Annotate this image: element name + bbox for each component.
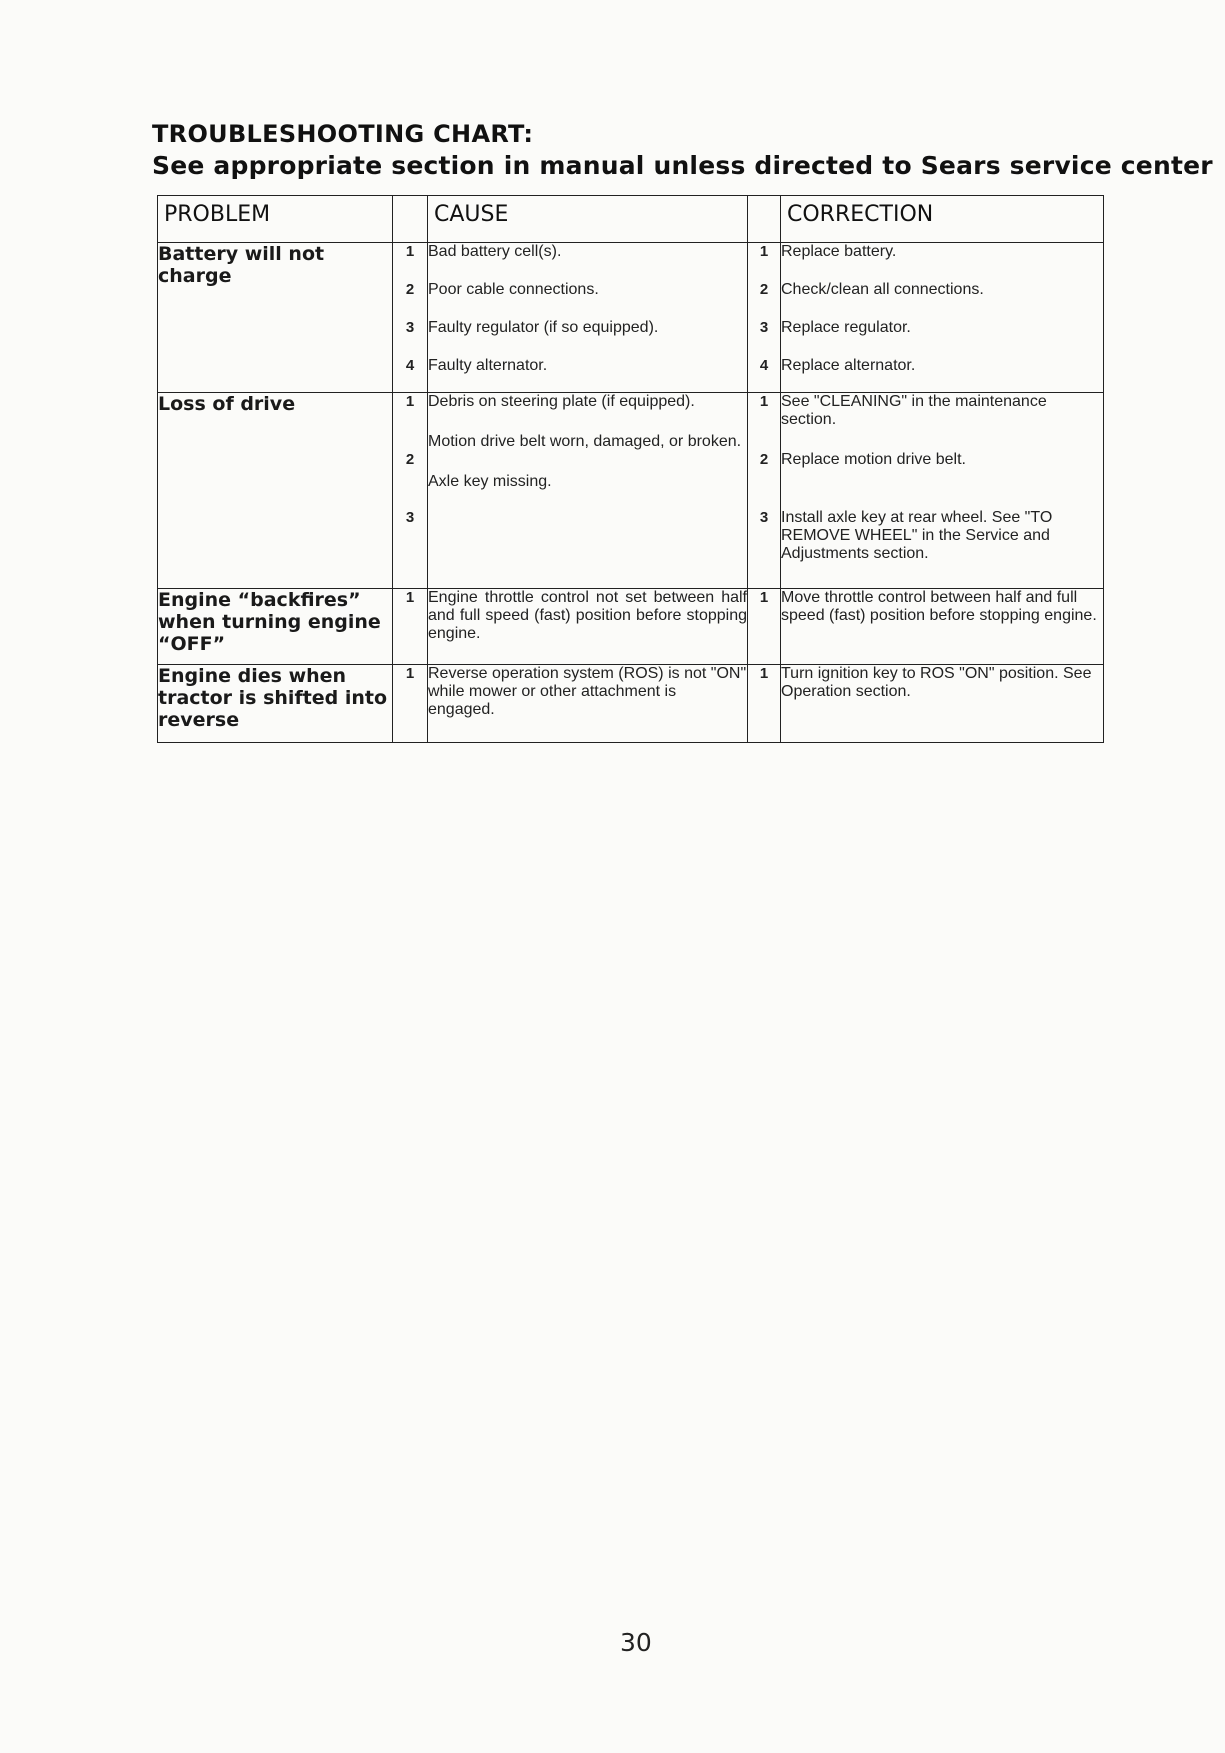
item-number: 4 [759,357,769,374]
item-number: 4 [405,357,415,374]
table-row [158,589,1104,665]
correction-text: Check/clean all connections. [781,281,984,298]
troubleshooting-table [157,195,1104,743]
table-header-row [158,196,1104,243]
item-number: 1 [759,665,769,682]
problem-cell: Engine dies when tractor is shifted into reverse [158,665,393,743]
correction-text: Turn ignition key to ROS "ON" position. See Operation section. [781,665,1092,700]
cause-text: Bad battery cell(s). [428,243,562,260]
correction-number-cell [748,393,781,589]
header-problem: PROBLEM [158,196,393,243]
problem-cell: Engine “backfires” when turning engine “OFF” [158,589,393,665]
item-number: 3 [405,319,415,336]
cause-cell [428,665,748,743]
item-number: 1 [405,243,415,260]
correction-text: Replace battery. [781,243,897,260]
correction-text: Replace regulator. [781,319,911,336]
correction-number-cell [748,589,781,665]
chart-title: TROUBLESHOOTING CHART: [152,120,534,148]
item-number: 3 [759,319,769,336]
table-row [158,393,1104,589]
item-number: 2 [759,451,769,468]
page-heading [152,118,1213,182]
item-number: 1 [405,665,415,682]
page-number: 30 [620,1628,652,1657]
cause-text: Motion drive belt worn, damaged, or broken. [428,433,742,450]
problem-cell: Battery will not charge [158,243,393,393]
item-number: 2 [405,451,415,468]
item-number: 1 [759,393,769,410]
cause-text: Faulty alternator. [428,357,548,374]
cause-number-cell [393,243,428,393]
cause-text: Axle key missing. [428,473,552,490]
item-number: 3 [759,509,769,526]
cause-cell [428,589,748,665]
cause-number-cell [393,665,428,743]
cause-text: Reverse operation system (ROS) is not "ON" while mower or other attachment is engaged. [428,665,747,718]
item-number: 3 [405,509,415,526]
item-number: 2 [759,281,769,298]
cause-cell [428,393,748,589]
correction-text: See "CLEANING" in the maintenance section. [781,393,1047,428]
correction-text: Replace motion drive belt. [781,451,966,468]
cause-number-cell [393,393,428,589]
table-row [158,243,1104,393]
item-number: 1 [405,393,415,410]
correction-cell [781,589,1104,665]
item-number: 1 [759,589,769,606]
cause-cell [428,243,748,393]
cause-text: Debris on steering plate (if equipped). [428,393,695,410]
table-row [158,665,1104,743]
correction-text: Move throttle control between half and full speed (fast) position before stopping engine. [781,589,1097,624]
correction-text: Replace alternator. [781,357,916,374]
item-number: 1 [759,243,769,260]
cause-text: Faulty regulator (if so equipped). [428,319,659,336]
chart-subtitle: See appropriate section in manual unless directed to Sears service center [152,151,1213,180]
header-blank [393,196,428,243]
correction-number-cell [748,665,781,743]
header-correction: CORRECTION [781,196,1104,243]
correction-text: Install axle key at rear wheel. See "TO REMOVE WHEEL" in the Service and Adjustments section. [781,509,1053,562]
cause-text: Engine throttle control not set between half and full speed (fast) position before stopping engine. [428,589,747,642]
correction-cell [781,243,1104,393]
item-number: 2 [405,281,415,298]
header-blank [748,196,781,243]
header-cause: CAUSE [428,196,748,243]
item-number: 1 [405,589,415,606]
correction-number-cell [748,243,781,393]
cause-text: Poor cable connections. [428,281,599,298]
problem-cell: Loss of drive [158,393,393,589]
correction-cell [781,393,1104,589]
cause-number-cell [393,589,428,665]
correction-cell [781,665,1104,743]
